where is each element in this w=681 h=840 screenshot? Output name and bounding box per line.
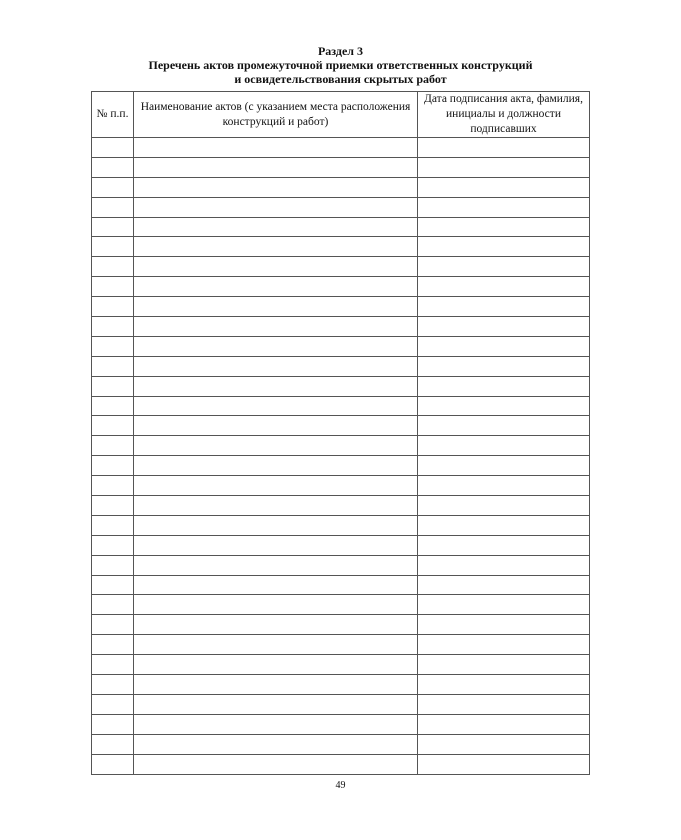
cell-act-name <box>134 555 418 575</box>
cell-signing-info <box>418 734 590 754</box>
table-row <box>92 635 590 655</box>
cell-number <box>92 317 134 337</box>
cell-number <box>92 754 134 774</box>
cell-number <box>92 655 134 675</box>
table-row <box>92 217 590 237</box>
cell-signing-info <box>418 456 590 476</box>
table-row <box>92 476 590 496</box>
table-row <box>92 515 590 535</box>
cell-signing-info <box>418 615 590 635</box>
cell-number <box>92 416 134 436</box>
cell-signing-info <box>418 575 590 595</box>
cell-number <box>92 675 134 695</box>
cell-signing-info <box>418 277 590 297</box>
cell-act-name <box>134 615 418 635</box>
table-row <box>92 655 590 675</box>
cell-signing-info <box>418 635 590 655</box>
cell-act-name <box>134 675 418 695</box>
cell-act-name <box>134 655 418 675</box>
table-row <box>92 595 590 615</box>
cell-number <box>92 396 134 416</box>
table-row <box>92 714 590 734</box>
cell-number <box>92 157 134 177</box>
table-row <box>92 535 590 555</box>
cell-signing-info <box>418 535 590 555</box>
cell-number <box>92 714 134 734</box>
cell-act-name <box>134 734 418 754</box>
cell-act-name <box>134 177 418 197</box>
table-row <box>92 675 590 695</box>
cell-signing-info <box>418 754 590 774</box>
table-row <box>92 317 590 337</box>
table-row <box>92 694 590 714</box>
cell-signing-info <box>418 197 590 217</box>
cell-act-name <box>134 356 418 376</box>
table-row <box>92 177 590 197</box>
cell-act-name <box>134 476 418 496</box>
document-title-line-2: и освидетельствования скрытых работ <box>234 72 447 86</box>
cell-act-name <box>134 595 418 615</box>
cell-signing-info <box>418 476 590 496</box>
cell-act-name <box>134 456 418 476</box>
table-row <box>92 436 590 456</box>
cell-number <box>92 476 134 496</box>
cell-signing-info <box>418 177 590 197</box>
cell-number <box>92 277 134 297</box>
cell-act-name <box>134 157 418 177</box>
cell-signing-info <box>418 496 590 516</box>
cell-signing-info <box>418 237 590 257</box>
cell-number <box>92 138 134 158</box>
cell-number <box>92 376 134 396</box>
cell-signing-info <box>418 376 590 396</box>
table-row <box>92 336 590 356</box>
table-row <box>92 297 590 317</box>
cell-number <box>92 177 134 197</box>
cell-number <box>92 515 134 535</box>
cell-signing-info <box>418 714 590 734</box>
cell-act-name <box>134 376 418 396</box>
header-number: № п.п. <box>92 92 134 138</box>
cell-act-name <box>134 416 418 436</box>
cell-number <box>92 297 134 317</box>
cell-number <box>92 257 134 277</box>
cell-signing-info <box>418 436 590 456</box>
cell-number <box>92 635 134 655</box>
table-row <box>92 257 590 277</box>
cell-act-name <box>134 635 418 655</box>
table-row <box>92 277 590 297</box>
cell-signing-info <box>418 356 590 376</box>
cell-signing-info <box>418 555 590 575</box>
cell-number <box>92 356 134 376</box>
cell-act-name <box>134 396 418 416</box>
cell-signing-info <box>418 297 590 317</box>
table-body <box>92 138 590 775</box>
table-row <box>92 615 590 635</box>
cell-number <box>92 217 134 237</box>
cell-signing-info <box>418 217 590 237</box>
cell-signing-info <box>418 138 590 158</box>
table-row <box>92 496 590 516</box>
cell-signing-info <box>418 595 590 615</box>
table-row <box>92 575 590 595</box>
cell-act-name <box>134 694 418 714</box>
cell-act-name <box>134 496 418 516</box>
cell-number <box>92 734 134 754</box>
cell-number <box>92 237 134 257</box>
cell-act-name <box>134 436 418 456</box>
table-row <box>92 138 590 158</box>
cell-signing-info <box>418 515 590 535</box>
cell-number <box>92 456 134 476</box>
cell-number <box>92 694 134 714</box>
cell-number <box>92 595 134 615</box>
cell-act-name <box>134 336 418 356</box>
cell-signing-info <box>418 655 590 675</box>
acts-register-table <box>91 91 590 775</box>
document-title-line-1: Перечень актов промежуточной приемки ответственных конструкций <box>148 58 533 72</box>
table-row <box>92 237 590 257</box>
table-row <box>92 754 590 774</box>
cell-act-name <box>134 197 418 217</box>
cell-number <box>92 535 134 555</box>
cell-signing-info <box>418 317 590 337</box>
cell-act-name <box>134 237 418 257</box>
cell-number <box>92 575 134 595</box>
cell-number <box>92 555 134 575</box>
table-row <box>92 456 590 476</box>
header-act-name: Наименование актов (с указанием места расположения конструкций и работ) <box>134 92 418 138</box>
cell-act-name <box>134 217 418 237</box>
cell-number <box>92 615 134 635</box>
cell-act-name <box>134 297 418 317</box>
cell-act-name <box>134 277 418 297</box>
table-row <box>92 396 590 416</box>
cell-signing-info <box>418 416 590 436</box>
table-row <box>92 376 590 396</box>
table-row <box>92 157 590 177</box>
table-header-row <box>92 92 590 138</box>
cell-signing-info <box>418 157 590 177</box>
cell-act-name <box>134 515 418 535</box>
table-row <box>92 416 590 436</box>
cell-act-name <box>134 138 418 158</box>
cell-number <box>92 436 134 456</box>
page-number: 49 <box>335 780 346 791</box>
cell-number <box>92 496 134 516</box>
cell-number <box>92 336 134 356</box>
table-row <box>92 734 590 754</box>
cell-act-name <box>134 257 418 277</box>
table-row <box>92 356 590 376</box>
section-title: Раздел 3 <box>317 44 364 58</box>
header-signing-info: Дата подписания акта, фамилия, инициалы и должности подписавших <box>418 92 590 138</box>
cell-act-name <box>134 714 418 734</box>
table-row <box>92 197 590 217</box>
table-row <box>92 555 590 575</box>
cell-act-name <box>134 754 418 774</box>
cell-signing-info <box>418 336 590 356</box>
cell-act-name <box>134 575 418 595</box>
cell-act-name <box>134 317 418 337</box>
cell-act-name <box>134 535 418 555</box>
cell-signing-info <box>418 675 590 695</box>
cell-signing-info <box>418 257 590 277</box>
cell-signing-info <box>418 694 590 714</box>
cell-signing-info <box>418 396 590 416</box>
cell-number <box>92 197 134 217</box>
